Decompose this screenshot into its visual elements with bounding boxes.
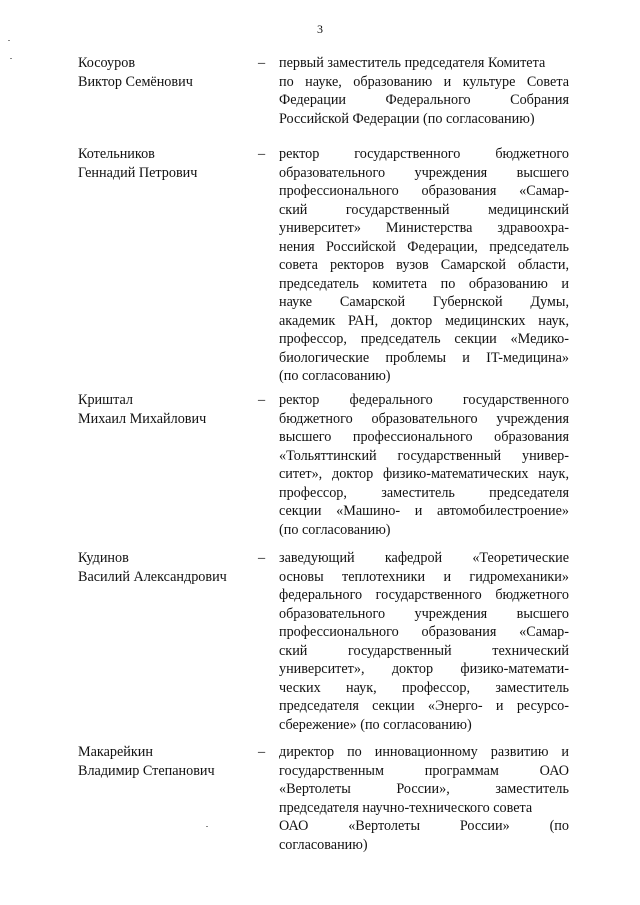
role-line: ОАО «Вертолеты России» (по bbox=[279, 818, 569, 834]
scan-speck bbox=[206, 826, 208, 827]
role-line: ский государственный технический bbox=[279, 642, 569, 659]
role-line: высшего профессионального образования bbox=[279, 429, 569, 445]
role-line: председателя научно-технического совета bbox=[279, 799, 533, 816]
member-name bbox=[78, 145, 248, 182]
role-line: университет» Министерства здравоохра- bbox=[279, 220, 569, 236]
separator-dash: – bbox=[258, 744, 266, 760]
member-given-names: Михаил Михайлович bbox=[78, 410, 207, 427]
role-line: директор по инновационному развитию и bbox=[279, 744, 569, 760]
member-given-names: Геннадий Петрович bbox=[78, 164, 198, 181]
role-line: (по согласованию) bbox=[279, 521, 391, 538]
member-surname: Кудинов bbox=[78, 550, 129, 566]
role-line: Федерации Федерального Собрания bbox=[279, 92, 569, 108]
separator-dash: – bbox=[258, 55, 266, 71]
role-line: (по согласованию) bbox=[279, 368, 391, 384]
role-line: председатель комитета по образованию и bbox=[279, 275, 569, 292]
role-line: государственным программам ОАО bbox=[279, 762, 569, 779]
member-given-names: Владимир Степанович bbox=[78, 762, 215, 779]
role-line: академик РАН, доктор медицинских наук, bbox=[279, 312, 569, 329]
scan-speck bbox=[10, 58, 12, 59]
role-line: образовательного учреждения высшего bbox=[279, 164, 569, 181]
member-role bbox=[279, 145, 569, 386]
member-role bbox=[279, 743, 569, 854]
role-line: образовательного учреждения высшего bbox=[279, 605, 569, 622]
member-name bbox=[78, 743, 248, 780]
page-number: 3 bbox=[317, 22, 323, 36]
role-line: по науке, образованию и культуре Совета bbox=[279, 73, 569, 90]
scan-speck bbox=[8, 40, 10, 41]
member-given-names: Василий Александрович bbox=[78, 568, 227, 585]
member-name bbox=[78, 549, 248, 586]
separator-dash: – bbox=[258, 550, 266, 566]
member-name bbox=[78, 391, 248, 428]
member-given-names: Виктор Семёнович bbox=[78, 73, 193, 90]
role-line: «Тольяттинский государственный универ- bbox=[279, 447, 569, 464]
role-line: ректор федерального государственного bbox=[279, 392, 569, 408]
role-line: профессор, заместитель председателя bbox=[279, 484, 569, 501]
separator-dash: – bbox=[258, 392, 266, 408]
role-line: профессионального образования «Самар- bbox=[279, 183, 569, 199]
role-line: университет», доктор физико-математи- bbox=[279, 661, 569, 677]
role-line: бюджетного образовательного учреждения bbox=[279, 410, 569, 427]
separator-dash: – bbox=[258, 146, 266, 162]
member-role bbox=[279, 54, 569, 128]
role-line: федерального государственного бюджетного bbox=[279, 587, 569, 603]
role-line: ректор государственного бюджетного bbox=[279, 146, 569, 162]
role-line: совета ректоров вузов Самарской области, bbox=[279, 257, 569, 273]
role-line: председателя секции «Энерго- и ресурсо- bbox=[279, 698, 569, 714]
role-line: первый заместитель председателя Комитета bbox=[279, 55, 546, 71]
role-line: заведующий кафедрой «Теоретические bbox=[279, 550, 569, 566]
member-role bbox=[279, 549, 569, 734]
member-role bbox=[279, 391, 569, 539]
role-line: ский государственный медицинский bbox=[279, 201, 569, 218]
role-line: Российской Федерации (по согласованию) bbox=[279, 110, 535, 127]
role-line: профессионального образования «Самар- bbox=[279, 624, 569, 640]
member-surname: Криштал bbox=[78, 392, 133, 408]
role-line: ческих наук, профессор, заместитель bbox=[279, 679, 569, 696]
role-line: сбережение» (по согласованию) bbox=[279, 716, 472, 733]
role-line: согласованию) bbox=[279, 836, 368, 853]
role-line: науке Самарской Губернской Думы, bbox=[279, 294, 569, 310]
role-line: основы теплотехники и гидромеханики» bbox=[279, 568, 569, 585]
member-name bbox=[78, 54, 248, 91]
role-line: биологические проблемы и IT-медицина» bbox=[279, 349, 569, 366]
role-line: секции «Машино- и автомобилестроение» bbox=[279, 503, 569, 519]
role-line: ситет», доктор физико-математических наук, bbox=[279, 466, 569, 482]
role-line: «Вертолеты России», заместитель bbox=[279, 781, 569, 797]
role-line: профессор, председатель секции «Медико- bbox=[279, 331, 569, 347]
member-surname: Макарейкин bbox=[78, 744, 153, 760]
member-surname: Котельников bbox=[78, 146, 155, 162]
member-surname: Косоуров bbox=[78, 55, 136, 71]
role-line: нения Российской Федерации, председатель bbox=[279, 238, 569, 255]
